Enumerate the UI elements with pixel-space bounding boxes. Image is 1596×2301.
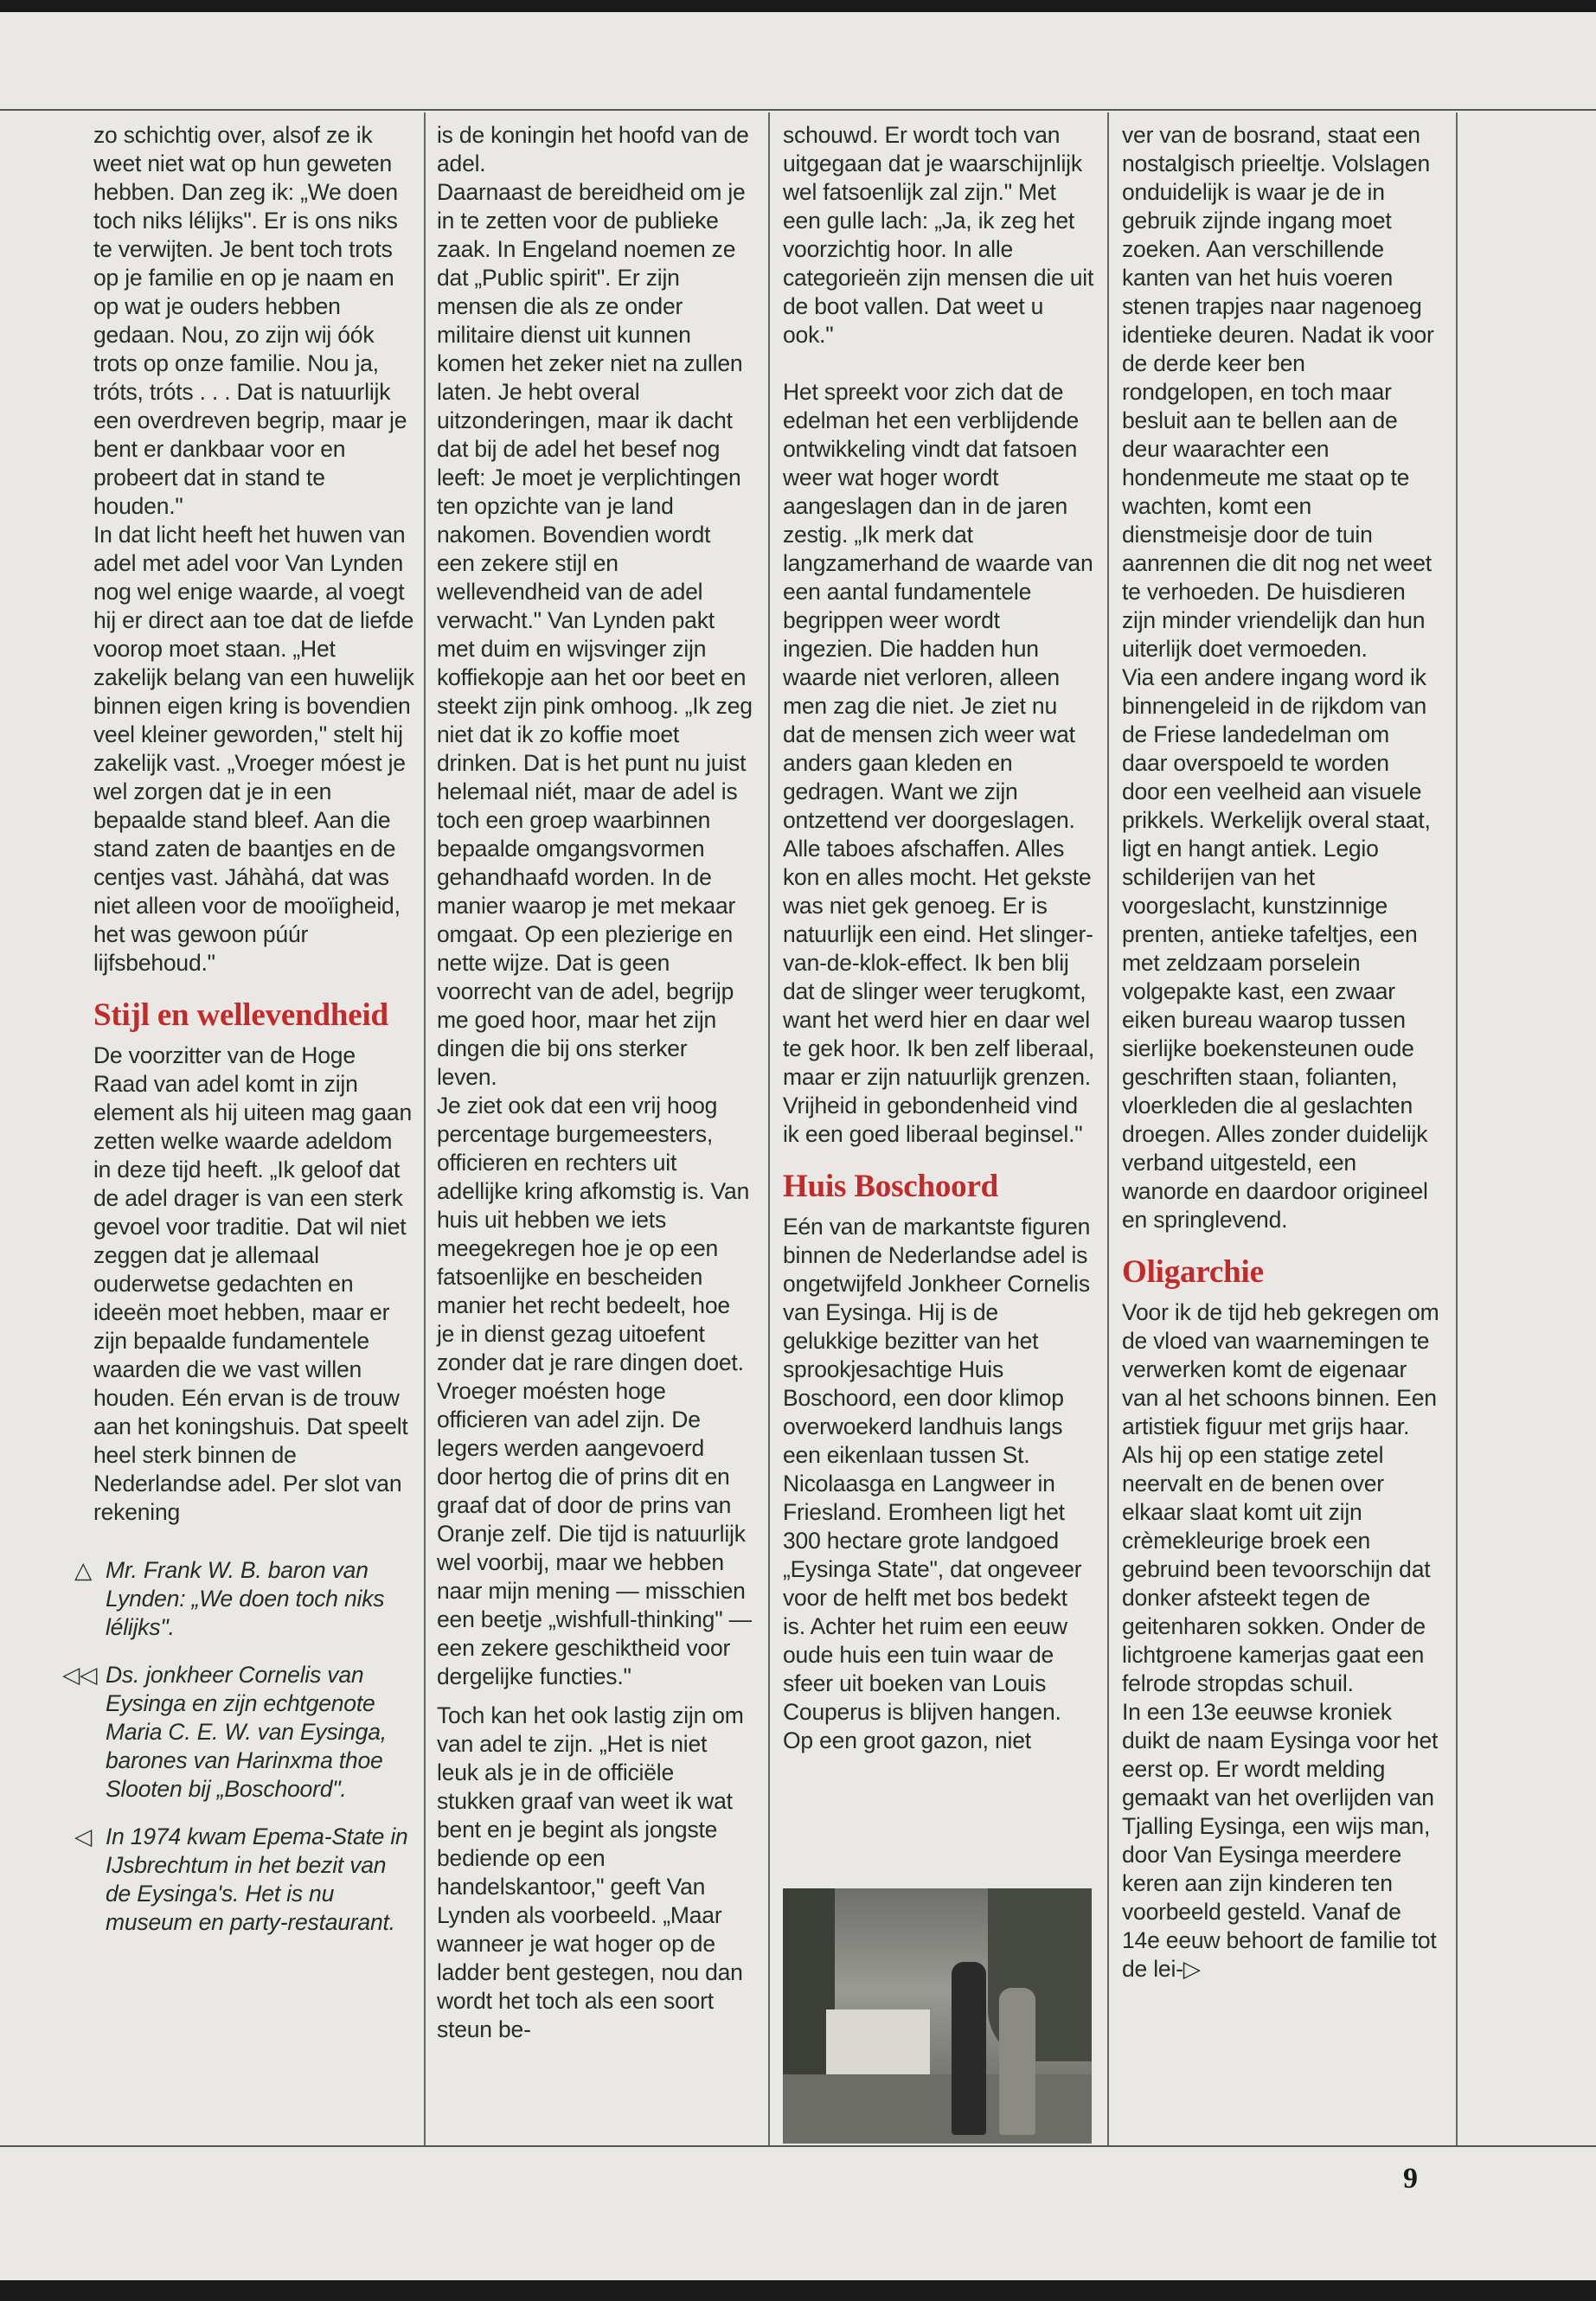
bottom-border xyxy=(0,2280,1596,2301)
photo-lawn xyxy=(783,2074,1092,2144)
paragraph: Je ziet ook dat een vrij hoog percentage burgemeesters, officieren en rechters uit adellijke kring afkomstig is. Van huis uit hebben we iets meegekregen hoe je op een fatsoenlijke en bescheiden manier het recht bedeelt, hoe je in dienst gezag uitoefent zonder dat je rare dingen doet. Vroeger moésten hoge officieren van adel zijn. De legers werden aangevoerd door hertog die of prins dit en graaf dat of door de prins van Oranje zelf. Die tijd is natuurlijk wel voorbij, maar we hebben naar mijn mening — misschien een beetje „wishfull-thinking" — een zekere geschiktheid voor dergelijke functies." xyxy=(437,1093,752,1689)
column-4 xyxy=(1122,121,1440,2132)
paragraph: schouwd. Er wordt toch van uitgegaan dat je waarschijnlijk wel fatsoenlijk zal zijn." Met een gulle lach: „Ja, ik zeg het voorzichtig hoor. In alle categorieën zijn mensen die uit de boot vallen. Dat weet u ook." xyxy=(783,122,1094,348)
column-3 xyxy=(783,121,1094,1881)
paragraph: In een 13e eeuwse kroniek duikt de naam Eysinga voor het eerst op. Er wordt melding gemaakt van het overlijden van Tjalling Eysinga, een wijs man, door Van Eysinga meerdere keren aan zijn kinderen ten voorbeeld gesteld. Vanaf de 14e eeuw behoort de familie tot de lei-▷ xyxy=(1122,1699,1439,1982)
paragraph: Het spreekt voor zich dat de edelman het een verblijdende ontwikkeling vindt dat fatsoen weer wat hoger wordt aangeslagen dan in de jaren zestig. „Ik merk dat langzamerhand de waarde van een aantal fundamentele begrippen weer wordt ingezien. Die hadden hun waarde niet verloren, alleen men zag die niet. Je ziet nu dat de mensen zich weer wat anders gaan kleden en gedragen. Want we zijn ontzettend ver doorgeslagen. Alle taboes afschaffen. Alles kon en alles mocht. Het gekste was niet gek genoeg. Er is natuurlijk een eind. Het slinger-van-de-klok-effect. Ik ben blij dat de slinger weer terugkomt, want het werd hier en daar wel te gek hoor. Ik ben zelf liberaal, maar er zijn natuurlijk grenzen. Vrijheid in gebondenheid vind ik een goed liberaal beginsel." xyxy=(783,379,1095,1147)
paragraph: Daarnaast de bereidheid om je in te zetten voor de publieke zaak. In Engeland noemen ze dat „Public spirit". Er zijn mensen die als ze onder militaire dienst uit kunnen komen het zeker niet na zullen laten. Je hebt overal uitzonderingen, maar ik dacht dat bij de adel het besef nog leeft: Je moet je verplichtingen ten opzichte van je land nakomen. Bovendien wordt een zekere stijl en wellevendheid van de adel verwacht." Van Lynden pakt met duim en wijsvinger zijn koffiekopje aan het oor beet en steekt zijn pink omhoog. „Ik zeg niet dat ik zo koffie moet drinken. Dat is het punt nu juist helemaal niét, maar de adel is toch een groep waarbinnen bepaalde omgangsvormen gehandhaafd worden. In de manier waarop je met mekaar omgaat. Op een plezierige en nette wijze. Dat is geen voorrecht van de adel, begrijp me goed hoor, maar het zijn dingen die bij ons sterker leven. xyxy=(437,179,753,1090)
photo-man-figure xyxy=(952,1962,986,2135)
section-heading: Huis Boschoord xyxy=(783,1169,999,1204)
column-2 xyxy=(437,121,753,2132)
triangle-up-icon: △ xyxy=(74,1557,93,1583)
paragraph: ver van de bosrand, staat een nostalgisch prieeltje. Volslagen onduidelijk is waar je de in gebruik zijnde ingang moet zoeken. Aan verschillende kanten van het huis voeren stenen trapjes naar nagenoeg identieke deuren. Nadat ik voor de derde keer ben rondgelopen, en toch maar besluit aan te bellen aan de deur waarachter een hondenmeute me staat op te wachten, komt een dienstmeisje door de tuin aanrennen die dit nog net weet te verhoeden. De huisdieren zijn minder vriendelijk dan hun uiterlijk doet vermoeden. xyxy=(1122,122,1434,662)
paragraph: Voor ik de tijd heb gekregen om de vloed van waarnemingen te verwerken komt de eigenaar van al het schoons binnen. Een artistiek figuur met grijs haar. Als hij op een statige zetel neervalt en de benen over elkaar slaat komt uit zijn crèmekleurige broek een gebruind been tevoorschijn dat donker afsteekt tegen de geitenharen sokken. Onder de lichtgroene kamerjas gaat een felrode stropdas schuil. xyxy=(1122,1299,1439,1696)
section-heading: Oligarchie xyxy=(1122,1254,1264,1290)
top-rule xyxy=(0,109,1596,111)
bottom-rule xyxy=(0,2145,1596,2147)
caption-text: In 1974 kwam Epema-State in IJsbrechtum in het bezit van de Eysinga's. Het is nu museum en party-restaurant. xyxy=(106,1823,408,1935)
top-border xyxy=(0,0,1596,12)
photo-house xyxy=(826,2009,930,2079)
photo-caption xyxy=(62,1661,415,1804)
column-divider xyxy=(768,112,770,2145)
photo-woman-figure xyxy=(999,1988,1035,2135)
paragraph: Toch kan het ook lastig zijn om van adel te zijn. „Het is niet leuk als je in de officiële stukken graaf van weet ik wat bent en je begint als jongste bediende op een handelskantoor," geeft Van Lynden als voorbeeld. „Maar wanneer je wat hoger op de ladder bent gestegen, nou dan wordt het toch als een soort steun be- xyxy=(437,1702,744,2042)
triangle-left-icon: ◁ xyxy=(74,1823,93,1849)
column-divider xyxy=(1456,112,1458,2145)
column-divider xyxy=(424,112,426,2145)
paragraph: zo schichtig over, alsof ze ik weet niet wat op hun geweten hebben. Dan zeg ik: „We doen toch niks lélijks". Er is ons niks te verwijten. Je bent toch trots op je familie en op je naam en op wat je ouders hebben gedaan. Nou, zo zijn wij óók trots op onze familie. Nou ja, tróts, tróts . . . Dat is natuurlijk een overdreven begrip, maar je bent er dankbaar voor en probeert dat in stand te houden." xyxy=(93,122,407,519)
section-heading: Stijl en wellevendheid xyxy=(93,997,388,1033)
double-triangle-left-icon: ◁◁ xyxy=(62,1662,98,1688)
photo-couple-at-boschoord xyxy=(783,1888,1092,2144)
paragraph: Eén van de markantste figuren binnen de Nederlandse adel is ongetwijfeld Jonkheer Cornelis van Eysinga. Hij is de gelukkige bezitter van het sprookjesachtige Huis Boschoord, een door klimop overwoekerd landhuis langs een eikenlaan tussen St. Nicolaasga en Langweer in Friesland. Eromheen ligt het 300 hectare grote landgoed „Eysinga State", dat ongeveer voor de helft met bos bedekt is. Achter het ruim een eeuw oude huis een tuin waar de sfeer uit boeken van Louis Couperus is blijven hangen. Op een groot gazon, niet xyxy=(783,1214,1091,1753)
column-1 xyxy=(62,121,415,2132)
photo-caption xyxy=(74,1556,415,1642)
paragraph: is de koningin het hoofd van de adel. xyxy=(437,122,749,176)
caption-text: Mr. Frank W. B. baron van Lynden: „We doen toch niks lélijks". xyxy=(106,1557,385,1640)
paragraph: In dat licht heeft het huwen van adel met adel voor Van Lynden nog wel enige waarde, al voegt hij er direct aan toe dat de liefde voorop moet staan. „Het zakelijk belang van een huwelijk binnen eigen kring is bovendien veel kleiner geworden," stelt hij zakelijk vast. „Vroeger móest je wel zorgen dat je in een bepaalde stand bleef. Aan die stand zaten de baantjes en de centjes vast. Jáhàhá, dat was niet alleen voor de mooïigheid, het was gewoon púúr lijfsbehoud." xyxy=(93,522,414,976)
photo-caption xyxy=(74,1823,415,1937)
caption-text: Ds. jonkheer Cornelis van Eysinga en zijn echtgenote Maria C. E. W. van Eysinga, barones van Harinxma thoe Slooten bij „Boschoord". xyxy=(106,1662,387,1802)
page-number: 9 xyxy=(1403,2163,1418,2195)
paragraph: Via een andere ingang word ik binnengeleid in de rijkdom van de Friese landedelman om daar overspoeld te worden door een veelheid aan visuele prikkels. Werkelijk overal staat, ligt en hangt antiek. Legio schilderijen van het voorgeslacht, kunstzinnige prenten, antieke tafeltjes, een met zeldzaam porselein volgepakte kast, een zwaar eiken bureau waarop tussen sierlijke boekensteunen oude geschriften staan, folianten, vloerkleden die al geslachten droegen. Alles zonder duidelijk verband uitgesteld, een wanorde en daardoor origineel en springlevend. xyxy=(1122,664,1431,1233)
paragraph: De voorzitter van de Hoge Raad van adel komt in zijn element als hij uiteen mag gaan zetten welke waarde adeldom in deze tijd heeft. „Ik geloof dat de adel drager is van een sterk gevoel voor traditie. Dat wil niet zeggen dat je allemaal ouderwetse gedachten en ideeën moet hebben, maar er zijn bepaalde fundamentele waarden die we vast willen houden. Eén ervan is de trouw aan het koningshuis. Dat speelt heel sterk binnen de Nederlandse adel. Per slot van rekening xyxy=(93,1042,412,1525)
column-divider xyxy=(1107,112,1109,2145)
